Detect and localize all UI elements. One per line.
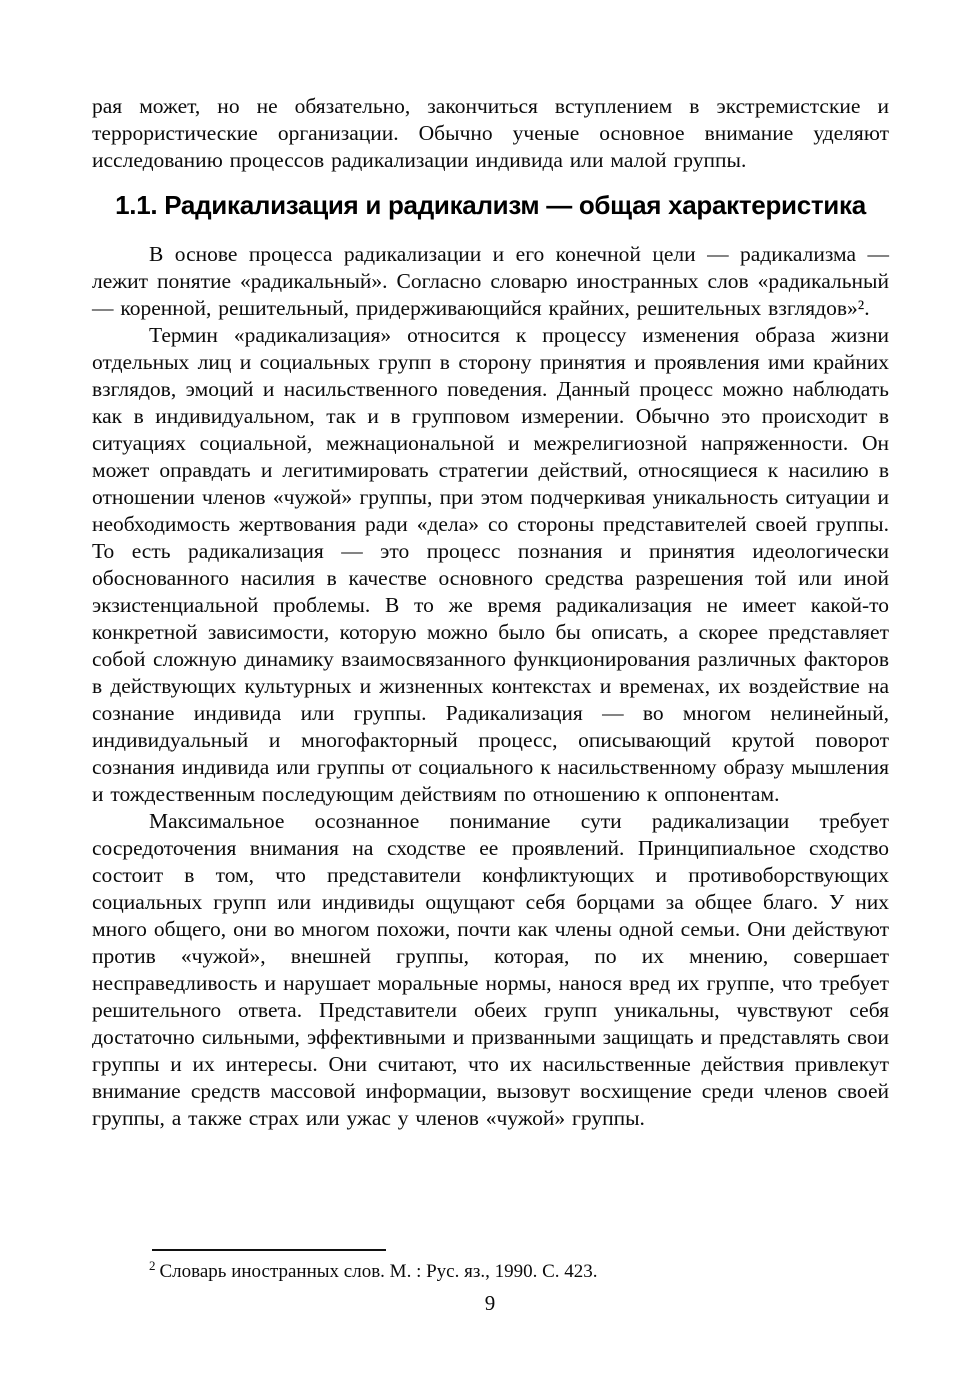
paragraph-definition-radical: В основе процесса радикализации и его конечной цели — радикализма — лежит понятие «радикальный». Согласно словарю иностранных слов «радикальный — коренной, решительный, придерживающийся крайних, решительных взглядов»².	[92, 242, 889, 320]
footnote-area	[92, 1249, 889, 1284]
footnote-marker: 2	[149, 1257, 156, 1273]
section-heading: 1.1. Радикализация и радикализм — общая характеристика	[115, 190, 866, 220]
footnote	[92, 1257, 889, 1284]
paragraph-term-radicalization: Термин «радикализация» относится к процессу изменения образа жизни отдельных лиц и социальных групп в сторону принятия и проявления ими крайних взглядов, эмоций и насильственного поведения. Данный процесс можно наблюдать как в индивидуальном, так и в групповом измерении. Обычно это происходит в ситуациях социальной, межнациональной и межрелигиозной напряженности. Он может оправдать и легитимировать стратегии действий, относящиеся к насилию в отношении членов «чужой» группы, при этом подчеркивая уникальность ситуации и необходимость жертвования ради «дела» со стороны представителей своей группы. То есть радикализация — это процесс познания и принятия идеологически обоснованного насилия в качестве основного средства разрешения той или иной экзистенциальной проблемы. В то же время радикализация не имеет какой-то конкретной зависимости, которую можно было бы описать, а скорее представляет собой сложную динамику взаимосвязанного функционирования различных факторов в действующих культурных и жизненных контекстах и временах, их воздействие на сознание индивида или группы. Радикализация — во многом нелинейный, индивидуальный и многофакторный процесс, описывающий крутой поворот сознания индивида или группы от социального к насильственному образу мышления и тождественным последующим действиям по отношению к оппонентам.	[92, 323, 889, 806]
paragraph-similarity-of-groups: Максимальное осознанное понимание сути радикализации требует сосредоточения внимания на сходстве ее проявлений. Принципиальное сходство состоит в том, что представители конфликтующих и противоборствующих социальных групп или индивиды ощущают себя борцами за общее благо. У них много общего, они во многом похожи, почти как члены одной семьи. Они действуют против «чужой», внешней группы, которая, по их мнению, совершает несправедливость и нарушает моральные нормы, нанося вред их группе, что требует решительного ответа. Представители обеих групп уникальны, чувствуют себя достаточно сильными, эффективными и призванными защищать и представлять свои группы и их интересы. Они считают, что их насильственные действия привлекут внимание средств массовой информации, вызовут восхищение среди членов своей группы, а также страх или ужас у членов «чужой» группы.	[92, 809, 889, 1130]
paragraph-continuation: рая может, но не обязательно, закончиться вступлением в экстремистские и террористические организации. Обычно ученые основное внимание уделяют исследованию процессов радикализации индивида или малой группы.	[92, 94, 889, 172]
page-number: 9	[484, 1291, 496, 1315]
footnote-divider	[152, 1249, 386, 1251]
footnote-text: Словарь иностранных слов. М. : Рус. яз., 1990. С. 423.	[159, 1261, 598, 1282]
